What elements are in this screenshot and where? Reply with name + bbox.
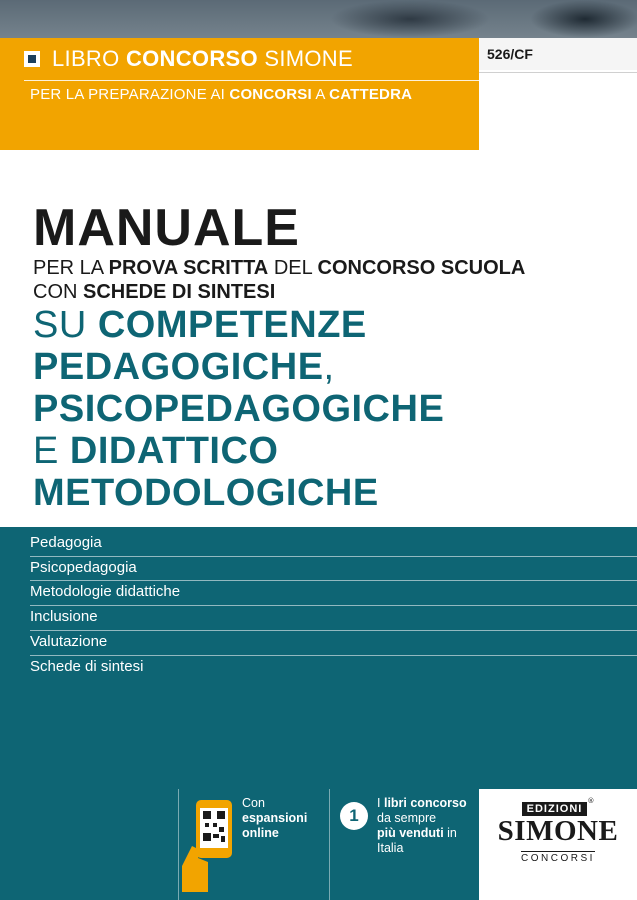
bestseller-note: I libri concorso da sempre più venduti in Italia <box>377 796 467 855</box>
list-item: Pedagogia <box>30 534 102 551</box>
photo-detail <box>330 0 490 38</box>
series-prefix: LIBRO <box>52 46 120 71</box>
title-teal-5: METODOLOGICHE <box>33 472 379 514</box>
photo-detail <box>530 0 637 38</box>
publisher-logo: EDIZIONI® SIMONE CONCORSI <box>497 797 619 864</box>
list-item: Metodologie didattiche <box>30 583 181 600</box>
series-subtitle: PER LA PREPARAZIONE AI CONCORSI A CATTEDRA <box>30 86 413 103</box>
list-item: Valutazione <box>30 633 108 650</box>
series-divider <box>24 80 479 81</box>
series-suffix: SIMONE <box>264 46 353 71</box>
title-teal-2: PEDAGOGICHE, <box>33 346 335 388</box>
series-title <box>24 44 353 74</box>
list-item: Psicopedagogia <box>30 559 137 576</box>
series-emphasis: CONCORSO <box>125 46 258 71</box>
code-divider <box>479 72 637 73</box>
title-teal-3: PSICOPEDAGOGICHE <box>33 388 445 430</box>
online-expansion-note: Con espansioni online <box>242 796 308 840</box>
list-item: Schede di sintesi <box>30 658 144 675</box>
title-line-2: CON SCHEDE DI SINTESI <box>33 281 276 303</box>
square-bullet-icon <box>24 51 40 67</box>
smartphone-qr-icon <box>178 796 238 896</box>
title-line-1: PER LA PROVA SCRITTA DEL CONCORSO SCUOLA <box>33 257 526 279</box>
title-teal-4: E DIDATTICO <box>33 430 279 472</box>
feature-divider <box>329 789 330 900</box>
title-main: MANUALE <box>33 199 300 257</box>
number-one-badge: 1 <box>340 802 368 830</box>
catalog-code: 526/CF <box>487 46 533 62</box>
list-item: Inclusione <box>30 608 98 625</box>
book-title <box>33 200 623 514</box>
title-teal-1: SU COMPETENZE <box>33 304 367 346</box>
